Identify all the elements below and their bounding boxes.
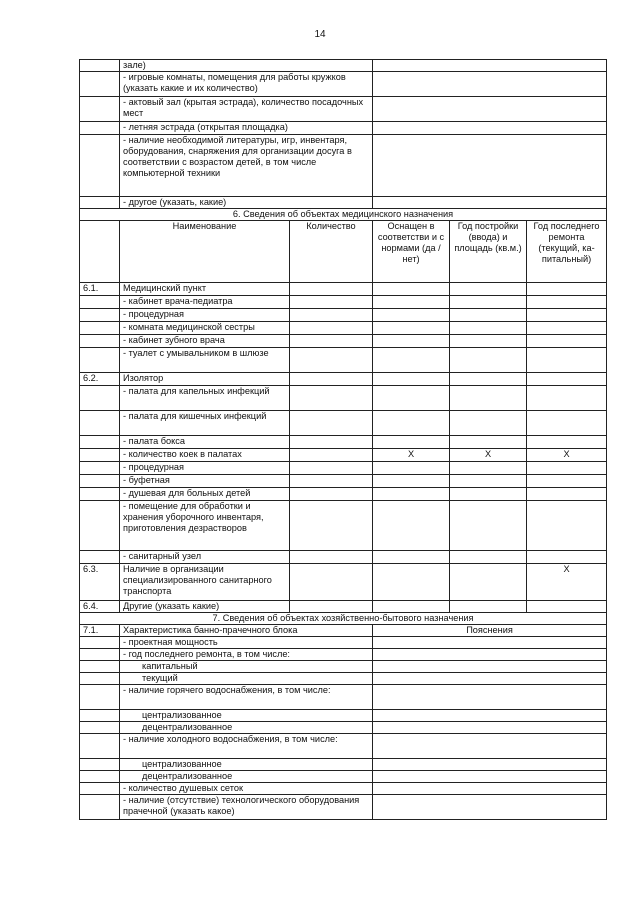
table-row: [80, 771, 607, 783]
quantity-cell: [290, 348, 373, 373]
row-label: - актовый зал (крытая эстрада), количество посадочных мест: [120, 97, 373, 122]
repair-cell: [527, 296, 607, 309]
row-label: - летняя эстрада (открытая площадка): [120, 122, 373, 135]
repair-cell: [527, 501, 607, 551]
table-row: [80, 449, 607, 462]
table-row: [80, 795, 607, 820]
row-label: - наличие холодного водоснабжения, в том числе:: [120, 734, 373, 759]
section-6-title: 6. Сведения об объектах медицинского назначения: [80, 209, 607, 221]
quantity-cell: [290, 373, 373, 386]
equipped-cell: [373, 488, 450, 501]
equipped-cell: [373, 296, 450, 309]
built-cell: [450, 551, 527, 564]
equipped-cell: [373, 564, 450, 601]
quantity-cell: [290, 386, 373, 411]
table-row: [80, 551, 607, 564]
equipped-cell: [373, 373, 450, 386]
row-number: [80, 551, 120, 564]
repair-cell: [527, 551, 607, 564]
row-number: [80, 436, 120, 449]
row-number-cell: [80, 122, 120, 135]
table-row: [80, 685, 607, 710]
built-cell: [450, 564, 527, 601]
row-label: - процедурная: [120, 309, 290, 322]
row-label: - кабинет зубного врача: [120, 335, 290, 348]
row-label: - наличие (отсутствие) технологического оборудования прачечной (указать какое): [120, 795, 373, 820]
explanation-cell: [373, 661, 607, 673]
page-number: 14: [314, 29, 326, 40]
built-cell: [450, 411, 527, 436]
row-label: Наличие в организации специализированного санитарного транспорта: [120, 564, 290, 601]
row-number: 6.3.: [80, 564, 120, 601]
explanation-cell: [373, 685, 607, 710]
header-row: [80, 221, 607, 283]
table-row: [80, 673, 607, 685]
top-row: [80, 197, 607, 209]
form-table: [79, 59, 607, 820]
header-repair: Год последнего ремонта (текущий, ка-питальный): [527, 221, 607, 283]
header-equipped: Оснащен в соответстви и с нормами (да / нет): [373, 221, 450, 283]
built-cell: [450, 296, 527, 309]
table-row: [80, 283, 607, 296]
table-row: [80, 436, 607, 449]
row-number: [80, 386, 120, 411]
row-label: - процедурная: [120, 462, 290, 475]
quantity-cell: [290, 462, 373, 475]
repair-cell: [527, 411, 607, 436]
repair-cell: X: [527, 564, 607, 601]
equipped-cell: [373, 411, 450, 436]
quantity-cell: [290, 296, 373, 309]
repair-cell: [527, 475, 607, 488]
table-row: [80, 475, 607, 488]
explanation-cell: [373, 710, 607, 722]
row-label: - количество коек в палатах: [120, 449, 290, 462]
section-title-row: [80, 209, 607, 221]
row-number-cell: [80, 60, 120, 72]
equipped-cell: [373, 436, 450, 449]
equipped-cell: [373, 551, 450, 564]
header-quantity: Количество: [290, 221, 373, 283]
row-number: [80, 637, 120, 649]
equipped-cell: [373, 475, 450, 488]
built-cell: [450, 322, 527, 335]
quantity-cell: [290, 475, 373, 488]
quantity-cell: [290, 309, 373, 322]
table-row: [80, 637, 607, 649]
row-value-cell: [373, 135, 607, 197]
header-built: Год постройки (ввода) и площадь (кв.м.): [450, 221, 527, 283]
row-label: - душевая для больных детей: [120, 488, 290, 501]
table-row: [80, 734, 607, 759]
equipped-cell: [373, 601, 450, 613]
explanation-cell: [373, 722, 607, 734]
table-row: [80, 710, 607, 722]
row-number: 7.1.: [80, 625, 120, 637]
row-value-cell: [373, 72, 607, 97]
row-label: - наличие горячего водоснабжения, в том числе:: [120, 685, 373, 710]
row-number: 6.4.: [80, 601, 120, 613]
row-number: [80, 734, 120, 759]
row-number: [80, 488, 120, 501]
row-label: текущий: [120, 673, 373, 685]
repair-cell: [527, 335, 607, 348]
row-label: - количество душевых сеток: [120, 783, 373, 795]
equipped-cell: [373, 283, 450, 296]
built-cell: [450, 373, 527, 386]
table-row: [80, 783, 607, 795]
built-cell: [450, 386, 527, 411]
explanation-cell: Пояснения: [373, 625, 607, 637]
explanation-cell: [373, 771, 607, 783]
table-row: [80, 411, 607, 436]
repair-cell: [527, 601, 607, 613]
built-cell: [450, 475, 527, 488]
table-row: [80, 373, 607, 386]
table-row: [80, 649, 607, 661]
repair-cell: X: [527, 449, 607, 462]
table-row: [80, 386, 607, 411]
row-label: децентрализованное: [120, 771, 373, 783]
equipped-cell: [373, 335, 450, 348]
quantity-cell: [290, 501, 373, 551]
table-row: [80, 296, 607, 309]
top-row: [80, 122, 607, 135]
table-row: [80, 722, 607, 734]
top-row: [80, 97, 607, 122]
repair-cell: [527, 386, 607, 411]
explanation-cell: [373, 795, 607, 820]
header-number-cell: [80, 221, 120, 283]
table-row: [80, 501, 607, 551]
row-number: [80, 649, 120, 661]
row-label: зале): [120, 60, 373, 72]
row-label: - кабинет врача-педиатра: [120, 296, 290, 309]
row-label: - палата для капельных инфекций: [120, 386, 290, 411]
repair-cell: [527, 309, 607, 322]
quantity-cell: [290, 436, 373, 449]
equipped-cell: [373, 386, 450, 411]
row-number: [80, 673, 120, 685]
row-number: [80, 309, 120, 322]
row-label: Другие (указать какие): [120, 601, 290, 613]
table-row: [80, 625, 607, 637]
row-label: - помещение для обработки и хранения уборочного инвентаря, приготовления дезрастворов: [120, 501, 290, 551]
quantity-cell: [290, 488, 373, 501]
row-label: Изолятор: [120, 373, 290, 386]
row-value-cell: [373, 197, 607, 209]
row-value-cell: [373, 60, 607, 72]
row-label: - комната медицинской сестры: [120, 322, 290, 335]
row-number: [80, 322, 120, 335]
table-row: [80, 309, 607, 322]
table-row: [80, 759, 607, 771]
quantity-cell: [290, 283, 373, 296]
row-label: - год последнего ремонта, в том числе:: [120, 649, 373, 661]
explanation-cell: [373, 637, 607, 649]
row-number: 6.2.: [80, 373, 120, 386]
quantity-cell: [290, 601, 373, 613]
quantity-cell: [290, 449, 373, 462]
row-number: [80, 348, 120, 373]
row-label: - туалет с умывальником в шлюзе: [120, 348, 290, 373]
repair-cell: [527, 488, 607, 501]
row-label: - палата для кишечных инфекций: [120, 411, 290, 436]
row-number: 6.1.: [80, 283, 120, 296]
equipped-cell: [373, 462, 450, 475]
table-row: [80, 462, 607, 475]
built-cell: X: [450, 449, 527, 462]
built-cell: [450, 601, 527, 613]
row-number-cell: [80, 72, 120, 97]
row-label: централизованное: [120, 710, 373, 722]
row-label: - игровые комнаты, помещения для работы кружков (указать какие и их количество): [120, 72, 373, 97]
row-number: [80, 462, 120, 475]
built-cell: [450, 283, 527, 296]
row-number: [80, 475, 120, 488]
top-row: [80, 135, 607, 197]
row-label: децентрализованное: [120, 722, 373, 734]
row-number-cell: [80, 135, 120, 197]
table-row: [80, 322, 607, 335]
quantity-cell: [290, 551, 373, 564]
explanation-cell: [373, 673, 607, 685]
row-number: [80, 783, 120, 795]
row-number-cell: [80, 97, 120, 122]
table-row: [80, 601, 607, 613]
built-cell: [450, 462, 527, 475]
table-row: [80, 564, 607, 601]
repair-cell: [527, 322, 607, 335]
row-number: [80, 661, 120, 673]
row-number: [80, 771, 120, 783]
row-label: - другое (указать, какие): [120, 197, 373, 209]
table-row: [80, 348, 607, 373]
section-title-row: [80, 613, 607, 625]
row-number: [80, 411, 120, 436]
row-label: капитальный: [120, 661, 373, 673]
row-number: [80, 335, 120, 348]
explanation-cell: [373, 649, 607, 661]
repair-cell: [527, 436, 607, 449]
row-number: [80, 501, 120, 551]
explanation-cell: [373, 759, 607, 771]
row-number: [80, 296, 120, 309]
equipped-cell: [373, 322, 450, 335]
explanation-cell: [373, 734, 607, 759]
row-number-cell: [80, 197, 120, 209]
top-row: [80, 72, 607, 97]
table-row: [80, 335, 607, 348]
row-label: Характеристика банно-прачечного блока: [120, 625, 373, 637]
quantity-cell: [290, 564, 373, 601]
row-number: [80, 795, 120, 820]
top-row: [80, 60, 607, 72]
built-cell: [450, 309, 527, 322]
built-cell: [450, 335, 527, 348]
equipped-cell: X: [373, 449, 450, 462]
row-number: [80, 449, 120, 462]
row-label: - буфетная: [120, 475, 290, 488]
row-label: - санитарный узел: [120, 551, 290, 564]
row-label: Медицинский пункт: [120, 283, 290, 296]
row-label: - наличие необходимой литературы, игр, инвентаря, оборудования, снаряжения для организации досуга в соответствии с возрастом детей, в том числе компьютерной техники: [120, 135, 373, 197]
quantity-cell: [290, 411, 373, 436]
equipped-cell: [373, 501, 450, 551]
row-label: централизованное: [120, 759, 373, 771]
row-number: [80, 759, 120, 771]
built-cell: [450, 488, 527, 501]
header-name: Наименование: [120, 221, 290, 283]
quantity-cell: [290, 322, 373, 335]
repair-cell: [527, 373, 607, 386]
row-number: [80, 710, 120, 722]
built-cell: [450, 501, 527, 551]
equipped-cell: [373, 309, 450, 322]
built-cell: [450, 348, 527, 373]
row-value-cell: [373, 97, 607, 122]
row-label: - палата бокса: [120, 436, 290, 449]
table-row: [80, 488, 607, 501]
explanation-cell: [373, 783, 607, 795]
row-label: - проектная мощность: [120, 637, 373, 649]
repair-cell: [527, 348, 607, 373]
repair-cell: [527, 462, 607, 475]
section-7-title: 7. Сведения об объектах хозяйственно-бытового назначения: [80, 613, 607, 625]
quantity-cell: [290, 335, 373, 348]
row-value-cell: [373, 122, 607, 135]
table-row: [80, 661, 607, 673]
built-cell: [450, 436, 527, 449]
row-number: [80, 722, 120, 734]
repair-cell: [527, 283, 607, 296]
row-number: [80, 685, 120, 710]
equipped-cell: [373, 348, 450, 373]
